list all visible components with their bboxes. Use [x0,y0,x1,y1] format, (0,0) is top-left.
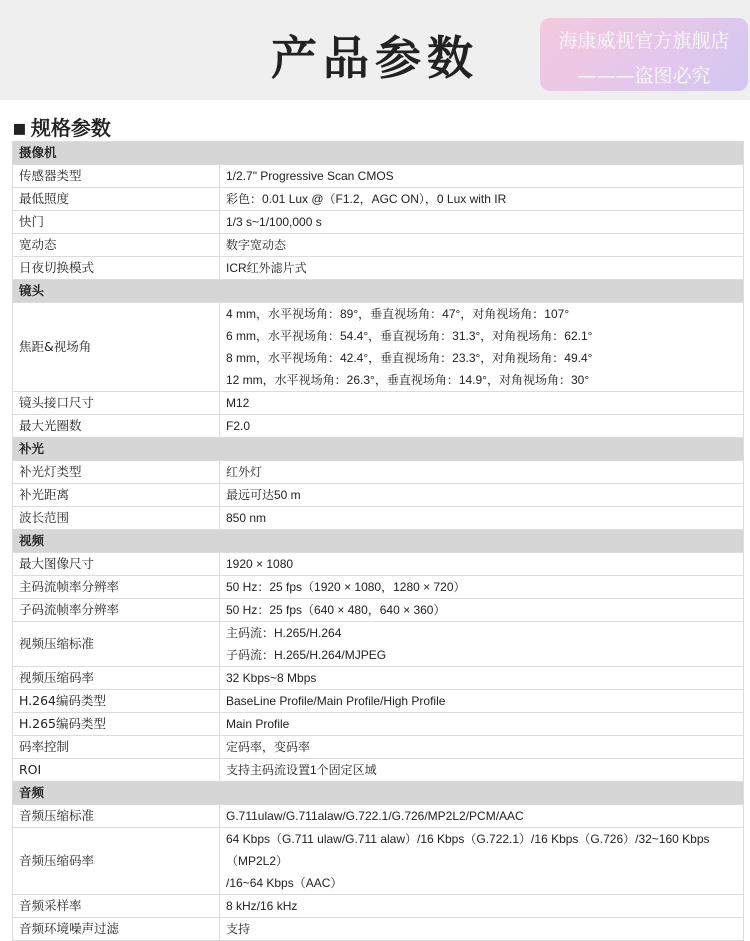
category-audio: 音频 [13,782,744,805]
spec-table [12,141,744,941]
spec-label: H.265编码类型 [13,713,220,736]
spec-label: 焦距&视场角 [13,303,220,392]
table-row [13,599,744,622]
compression-line: 主码流：H.265/H.264 [226,626,342,640]
spec-value: 32 Kbps~8 Mbps [220,667,744,690]
spec-label: H.264编码类型 [13,690,220,713]
spec-value: 支持主码流设置1个固定区域 [220,759,744,782]
spec-label: 音频压缩码率 [13,828,220,895]
spec-value: M12 [220,392,744,415]
category-row [13,782,744,805]
spec-label: 镜头接口尺寸 [13,392,220,415]
category-camera: 摄像机 [13,142,744,165]
spec-label: 补光距离 [13,484,220,507]
spec-label: 最低照度 [13,188,220,211]
bitrate-line: 64 Kbps（G.711 ulaw/G.711 alaw）/16 Kbps（G.722.1）/16 Kbps（G.726）/32~160 Kbps（MP2L2） [226,832,710,868]
spec-value: 数字宽动态 [220,234,744,257]
spec-label: 日夜切换模式 [13,257,220,280]
watermark-store-name: 海康威视官方旗舰店 [558,30,730,52]
spec-value: 1/3 s~1/100,000 s [220,211,744,234]
table-row [13,234,744,257]
spec-label: 音频环境噪声过滤 [13,918,220,941]
spec-value: G.711ulaw/G.711alaw/G.722.1/G.726/MP2L2/PCM/AAC [220,805,744,828]
spec-value: 彩色：0.01 Lux @（F1.2，AGC ON），0 Lux with IR [220,188,744,211]
spec-label: 音频压缩标准 [13,805,220,828]
table-row [13,895,744,918]
spec-value: 支持 [220,918,744,941]
watermark-notice: ———盗图必究 [577,65,711,87]
spec-label: 补光灯类型 [13,461,220,484]
table-row [13,576,744,599]
focal-line: 4 mm，水平视场角：89°，垂直视场角：47°，对角视场角：107° [226,307,570,321]
table-row [13,392,744,415]
spec-value: ICR红外滤片式 [220,257,744,280]
spec-value: 850 nm [220,507,744,530]
table-row [13,553,744,576]
spec-value: 最远可达50 m [220,484,744,507]
spec-label: 子码流帧率分辨率 [13,599,220,622]
table-row [13,667,744,690]
table-row [13,303,744,392]
table-row [13,257,744,280]
bullet-icon: ▪ [12,116,27,141]
spec-label: 视频压缩标准 [13,622,220,667]
category-row [13,280,744,303]
spec-value: 红外灯 [220,461,744,484]
table-row [13,759,744,782]
page-header [0,0,750,100]
category-row [13,530,744,553]
table-row [13,461,744,484]
store-watermark [540,18,748,91]
spec-label: 波长范围 [13,507,220,530]
spec-value: Main Profile [220,713,744,736]
spec-label: 码率控制 [13,736,220,759]
focal-line: 12 mm，水平视场角：26.3°，垂直视场角：14.9°，对角视场角：30° [226,373,590,387]
table-row [13,713,744,736]
compression-line: 子码流：H.265/H.264/MJPEG [226,648,387,662]
spec-label: 最大图像尺寸 [13,553,220,576]
table-row [13,484,744,507]
focal-line: 8 mm，水平视场角：42.4°，垂直视场角：23.3°，对角视场角：49.4° [226,351,593,365]
spec-value: 8 kHz/16 kHz [220,895,744,918]
table-row [13,188,744,211]
category-row [13,142,744,165]
spec-value: BaseLine Profile/Main Profile/High Profile [220,690,744,713]
category-illumination: 补光 [13,438,744,461]
table-row [13,918,744,941]
spec-label: 最大光圈数 [13,415,220,438]
spec-value: F2.0 [220,415,744,438]
spec-value-multiline [220,622,744,667]
spec-value-multiline [220,828,744,895]
spec-label: 主码流帧率分辨率 [13,576,220,599]
spec-value: 定码率，变码率 [220,736,744,759]
spec-label: 宽动态 [13,234,220,257]
focal-line: 6 mm，水平视场角：54.4°，垂直视场角：31.3°，对角视场角：62.1° [226,329,593,343]
category-lens: 镜头 [13,280,744,303]
section-heading [12,112,111,141]
spec-value: 50 Hz：25 fps（1920 × 1080，1280 × 720） [220,576,744,599]
table-row [13,415,744,438]
spec-label: 视频压缩码率 [13,667,220,690]
table-row [13,690,744,713]
table-row [13,622,744,667]
spec-value: 1/2.7" Progressive Scan CMOS [220,165,744,188]
table-row [13,805,744,828]
table-row [13,828,744,895]
spec-label: 音频采样率 [13,895,220,918]
spec-label: ROI [13,759,220,782]
spec-label: 传感器类型 [13,165,220,188]
spec-value-multiline [220,303,744,392]
table-row [13,211,744,234]
bitrate-line: /16~64 Kbps（AAC） [226,876,343,890]
spec-value: 1920 × 1080 [220,553,744,576]
spec-value: 50 Hz：25 fps（640 × 480，640 × 360） [220,599,744,622]
table-row [13,507,744,530]
category-row [13,438,744,461]
spec-label: 快门 [13,211,220,234]
section-title: 规格参数 [30,116,111,140]
page-title: 产品参数 [271,31,479,85]
category-video: 视频 [13,530,744,553]
table-row [13,736,744,759]
table-row [13,165,744,188]
